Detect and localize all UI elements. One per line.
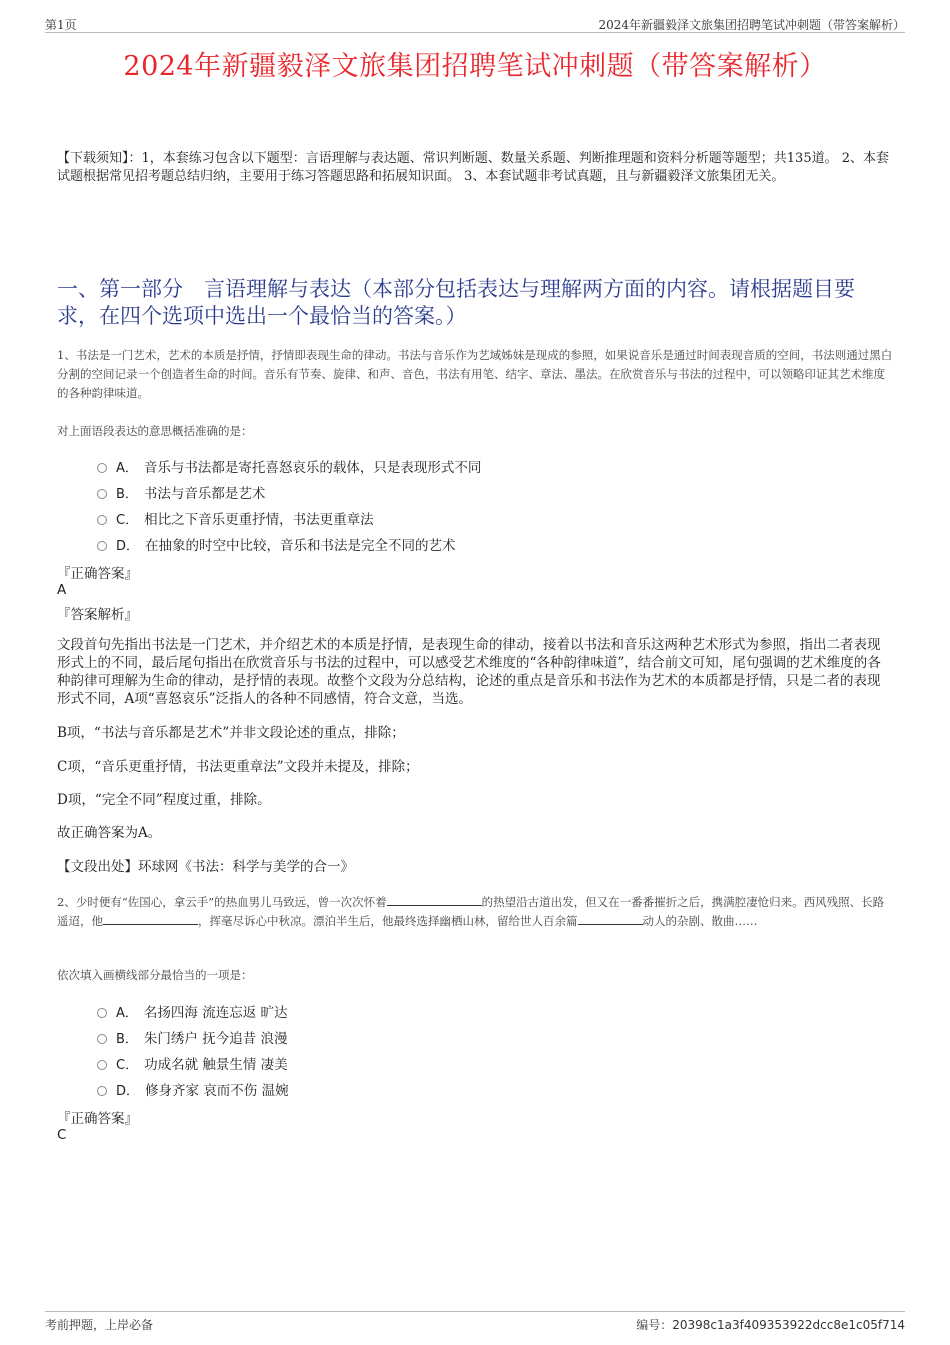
fill-blank-2	[103, 912, 198, 925]
page-footer	[45, 1311, 905, 1334]
q2-stem: 2、少时便有“佐国心，拿云手”的热血男儿马致远，曾一次次怀着 的热望沿古道出发，但又在一番番摧折之后，携满腔凄怆归来。西风残照、长路遥迢，他 ，挥毫尽诉心中秋凉。漂泊半生后，他最终选择幽栖山林，留给世人百余篇 动人的杂剧、散曲……	[57, 895, 885, 928]
q2-prompt: 依次填入画横线部分最恰当的一项是：	[57, 968, 253, 982]
q1-analysis-conclusion: 故正确答案为A。	[57, 825, 162, 841]
download-notice: 【下载须知】：1，本套练习包含以下题型：言语理解与表达题、常识判断题、数量关系题、判断推理题和资料分析题等题型；共135道。 2、本套试题根据常见招考题总结归纳，主要用于练习答题思路和拓展知识面。 3、本套试题非考试真题，且与新疆毅泽文旅集团无关。	[57, 151, 889, 184]
radio-icon[interactable]	[97, 1008, 107, 1018]
q2-option-b[interactable]: B． 朱门绣户 抚今追昔 浪漫	[97, 1024, 289, 1050]
q1-analysis-c: C项，“音乐更重抒情，书法更重章法”文段并未提及，排除；	[57, 759, 419, 775]
q2-options	[97, 998, 289, 1102]
q1-options	[97, 453, 481, 557]
radio-icon[interactable]	[97, 541, 107, 551]
document-title: 2024年新疆毅泽文旅集团招聘笔试冲刺题（带答案解析）	[123, 51, 827, 82]
q1-stem: 1、书法是一门艺术，艺术的本质是抒情，抒情即表现生命的律动。书法与音乐作为艺域姊妹是现成的参照，如果说音乐是通过时间表现音质的空间，书法则通过黑白分割的空间记录一个创造者生命的时间。音乐有节奏、旋律、和声、音色，书法有用笔、结字、章法、墨法。在欣赏音乐与书法的过程中，可以领略印证其艺术维度的各种韵律味道。	[57, 348, 893, 400]
page-number: 第1页	[45, 18, 77, 32]
q1-analysis-d: D项，“完全不同”程度过重，排除。	[57, 792, 271, 808]
radio-icon[interactable]	[97, 489, 107, 499]
q1-option-a[interactable]: A． 音乐与书法都是寄托喜怒哀乐的载体，只是表现形式不同	[97, 453, 481, 479]
footer-code: 编号：20398c1a3f409353922dcc8e1c05f714	[636, 1318, 905, 1332]
q2-option-d[interactable]: D． 修身齐家 哀而不伤 温婉	[97, 1076, 289, 1102]
q1-answer: A	[57, 582, 67, 598]
radio-icon[interactable]	[97, 1060, 107, 1070]
q1-option-d[interactable]: D． 在抽象的时空中比较，音乐和书法是完全不同的艺术	[97, 531, 481, 557]
q1-option-b[interactable]: B． 书法与音乐都是艺术	[97, 479, 481, 505]
header-doc-title: 2024年新疆毅泽文旅集团招聘笔试冲刺题（带答案解析）	[598, 18, 905, 32]
radio-icon[interactable]	[97, 1034, 107, 1044]
section-title: 一、第一部分 言语理解与表达（本部分包括表达与理解两方面的内容。请根据题目要求，在四个选项中选出一个最恰当的答案。）	[57, 277, 855, 328]
q1-analysis-b: B项，“书法与音乐都是艺术”并非文段论述的重点，排除；	[57, 725, 405, 741]
q1-option-c[interactable]: C． 相比之下音乐更重抒情，书法更重章法	[97, 505, 481, 531]
radio-icon[interactable]	[97, 463, 107, 473]
q1-analysis-label: 『答案解析』	[57, 607, 138, 623]
q1-source: 【文段出处】环球网《书法：科学与美学的合一》	[57, 859, 354, 875]
q1-prompt: 对上面语段表达的意思概括准确的是：	[57, 424, 253, 438]
q1-answer-label: 『正确答案』	[57, 566, 138, 582]
fill-blank-3	[578, 912, 643, 925]
q2-answer-label: 『正确答案』	[57, 1111, 138, 1127]
q2-option-a[interactable]: A． 名扬四海 流连忘返 旷达	[97, 998, 289, 1024]
footer-slogan: 考前押题，上岸必备	[45, 1318, 154, 1332]
q2-option-c[interactable]: C． 功成名就 触景生情 凄美	[97, 1050, 289, 1076]
fill-blank-1	[387, 893, 482, 906]
page-header	[45, 14, 905, 33]
radio-icon[interactable]	[97, 1086, 107, 1096]
q2-answer: C	[57, 1127, 67, 1143]
radio-icon[interactable]	[97, 515, 107, 525]
q1-analysis-main: 文段首句先指出书法是一门艺术，并介绍艺术的本质是抒情，是表现生命的律动，接着以书法和音乐这两种艺术形式为参照，指出二者表现形式上的不同，最后尾句指出在欣赏音乐与书法的过程中，可以感受艺术维度的“各种韵律味道”，结合前文可知，尾句强调的艺术维度的各种韵律可理解为生命的律动，是抒情的表现。故整个文段为分总结构，论述的重点是音乐和书法作为艺术的本质都是抒情，只是二者的表现形式不同，A项“喜怒哀乐”泛指人的各种不同感情，符合文意，当选。	[57, 637, 881, 707]
